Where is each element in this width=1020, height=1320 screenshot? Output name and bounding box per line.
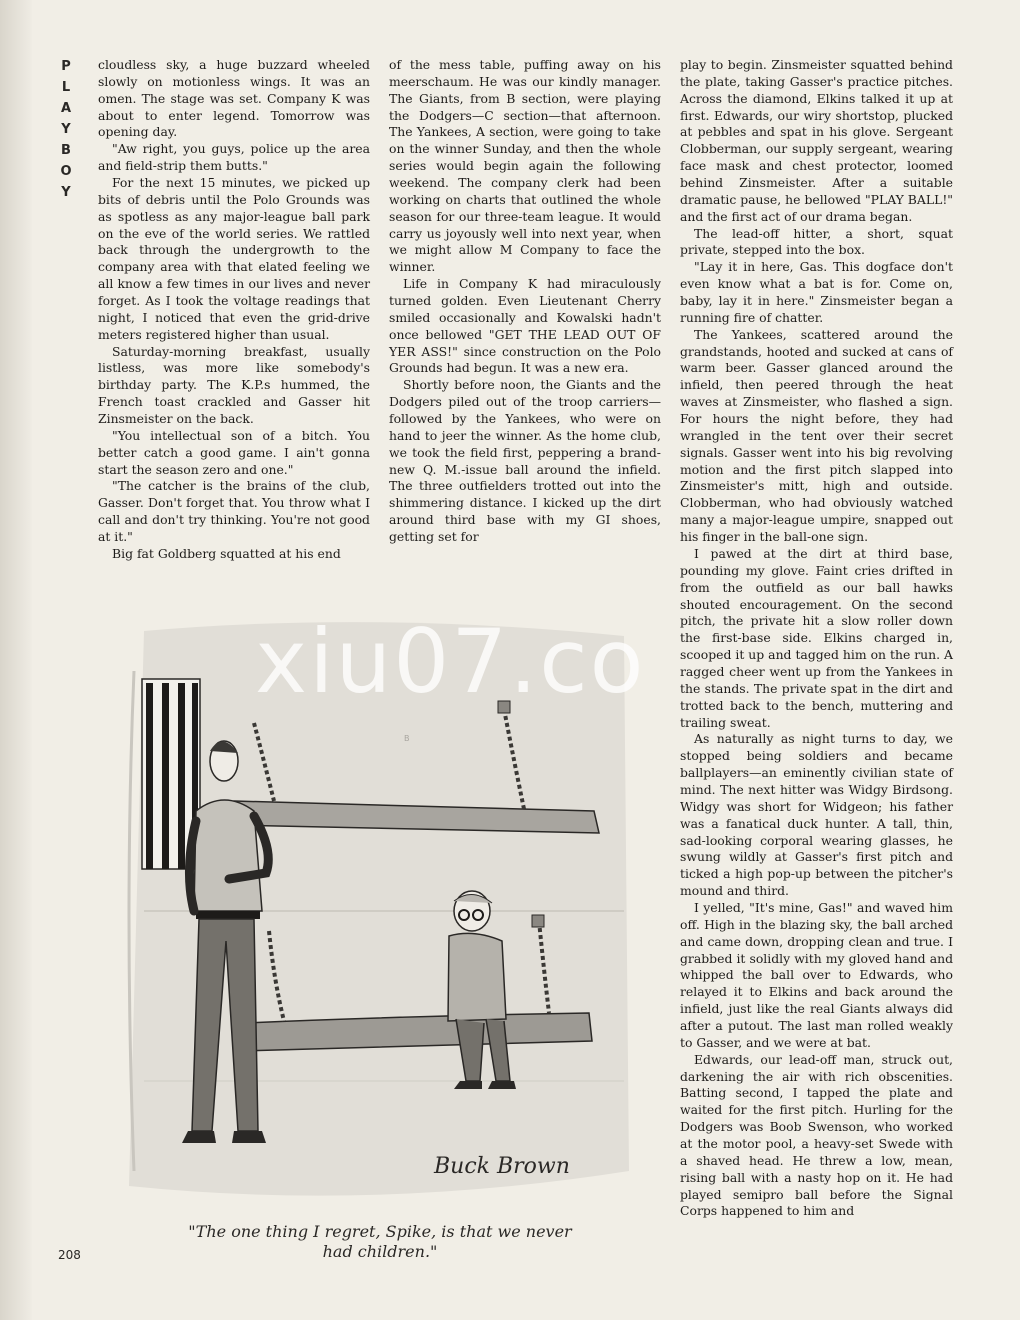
page-number: 208 <box>58 1248 81 1262</box>
article-paragraph: The lead-off hitter, a short, squat private, stepped into the box. <box>680 225 953 258</box>
magazine-name-vertical <box>56 56 76 203</box>
article-column-2 <box>389 57 661 546</box>
article-paragraph: For the next 15 minutes, we picked up bits of debris until the Polo Grounds was as spotless as any major-league ball park on the eve of the world series. We rattled back through the undergrowth to the company area with that elated feeling we all know a few times in our lives and never forget. As I took the voltage readings that night, I noticed that even the grid-drive meters registered higher than usual. <box>98 175 370 342</box>
article-paragraph: Edwards, our lead-off man, struck out, darkening the air with rich obscenities. Batting second, I tapped the plate and waited for the first pitch. Hurling for the Dodgers was Boob Swenson, who worked at the motor pool, a heavy-set Swede with a shaved head. He threw a low, mean, rising ball with a nasty hop on it. He had played semipro ball before the Signal Corps happened to him and <box>680 1051 953 1219</box>
article-paragraph: Big fat Goldberg squatted at his end <box>112 545 341 561</box>
svg-text:B: B <box>404 734 410 743</box>
article-paragraph: As naturally as night turns to day, we stopped being soldiers and became ballplayers—an eminently civilian state of mind. The next hitter was Widgy Birdsong. Widgy was short for Widgeon; his father was a fanatical duck hunter. A tall, thin, sad-looking corporal wearing glasses, he swung wildly at Gasser's first pitch and ticked a high pop-up between the pitcher's mound and third. <box>680 731 953 899</box>
article-paragraph: The Yankees, scattered around the grandstands, hooted and sucked at cans of warm beer. Gasser glanced around the infield, then peered through the heat waves at Zinsmeister, who flashed a sign. For hours the night before, they had wrangled in the tent over their secret signals. Gasser went into his big revolving motion and the first pitch slapped into Zinsmeister's mitt, high and outside. Clobberman, who had obviously watched many a major-league umpire, snapped out his finger in the ball-one sign. <box>680 326 953 545</box>
article-paragraph: of the mess table, puffing away on his meerschaum. He was our kindly manager. The Giants, from B section, were playing the Dodgers—C section—that afternoon. The Yankees, A section, were going to take on the winner Sunday, and then the whole series would begin again the following weekend. The company clerk had been working on charts that outlined the whole season for our three-team league. It would carry us joyously well into next year, when we might allow M Company to face the winner. <box>389 57 661 275</box>
article-paragraph: Saturday-morning breakfast, usually listless, was more like somebody's birthday party. The K.P.s hummed, the French toast crackled and Gasser hit Zinsmeister on the back. <box>98 343 370 427</box>
article-paragraph: "The catcher is the brains of the club, Gasser. Don't forget that. You throw what I call and don't try thinking. You're not good at it." <box>98 478 370 545</box>
cartoon-caption: "The one thing I regret, Spike, is that we never had children." <box>188 1222 572 1261</box>
magazine-letter: Y <box>61 122 71 137</box>
article-column-1 <box>98 57 370 563</box>
article-paragraph: I yelled, "It's mine, Gas!" and waved him off. High in the blazing sky, the ball arched and came down, dropping clean and true. I grabbed it solidly with my gloved hand and whipped the ball over to Edwards, who relayed it to Elkins and back around the infield, just like the real Giants always did after a putout. The last man rolled weakly to Gasser, and we were at bat. <box>680 899 953 1050</box>
magazine-letter: P <box>61 59 71 74</box>
article-paragraph: Shortly before noon, the Giants and the Dodgers piled out of the troop carriers—followed by the Yankees, who were on hand to jeer the winner. As the home club, we took the field first, peppering a brand-new Q. M.-issue ball around the infield. The three outfielders trotted out into the shimmering distance. I kicked up the dirt around third base with my GI shoes, getting set for <box>389 377 661 545</box>
article-paragraph: "You intellectual son of a bitch. You better catch a good game. I ain't gonna start the season zero and one." <box>98 427 370 477</box>
cartoon-illustration <box>104 611 644 1219</box>
article-paragraph: "Aw right, you guys, police up the area and field-strip them butts." <box>98 141 370 174</box>
magazine-letter: L <box>61 80 71 95</box>
magazine-letter: A <box>60 101 72 116</box>
magazine-letter: Y <box>61 185 71 200</box>
article-paragraph: play to begin. Zinsmeister squatted behind the plate, taking Gasser's practice pitches. Across the diamond, Elkins talked it up at first. Edwards, our wiry shortstop, plucked at pebbles and spat in his glove. Sergeant Clobberman, our supply sergeant, wearing face mask and chest protector, loomed behind Zinsmeister. After a suitable dramatic pause, he bellowed "PLAY BALL!" and the first act of our drama began. <box>680 57 953 224</box>
watermark: xiu07.co <box>255 610 646 713</box>
magazine-letter: O <box>60 164 72 179</box>
article-column-3 <box>680 57 953 1220</box>
article-paragraph: Life in Company K had miraculously turned golden. Even Lieutenant Cherry smiled occasionally and Kowalski hadn't once bellowed "GET THE LEAD OUT OF YER ASS!" since construction on the Polo Grounds had begun. It was a new era. <box>389 276 661 376</box>
artist-signature: Buck Brown <box>434 1154 570 1179</box>
page-gutter-shade <box>0 0 32 1320</box>
magazine-letter: B <box>61 143 71 158</box>
article-paragraph: cloudless sky, a huge buzzard wheeled slowly on motionless wings. It was an omen. The stage was set. Company K was about to enter legend. Tomorrow was opening day. <box>98 57 370 140</box>
article-paragraph: I pawed at the dirt at third base, pounding my glove. Faint cries drifted in from the outfield as our ball hawks shouted encouragement. On the second pitch, the private hit a slow roller down the first-base side. Elkins charged in, scooped it up and tagged him on the run. A ragged cheer went up from the Yankees in the stands. The private spat in the dirt and trotted back to the bench, muttering and trailing sweat. <box>680 545 953 730</box>
article-paragraph: "Lay it in here, Gas. This dogface don't even know what a bat is for. Come on, baby, lay it in here." Zinsmeister began a running fire of chatter. <box>680 259 953 325</box>
